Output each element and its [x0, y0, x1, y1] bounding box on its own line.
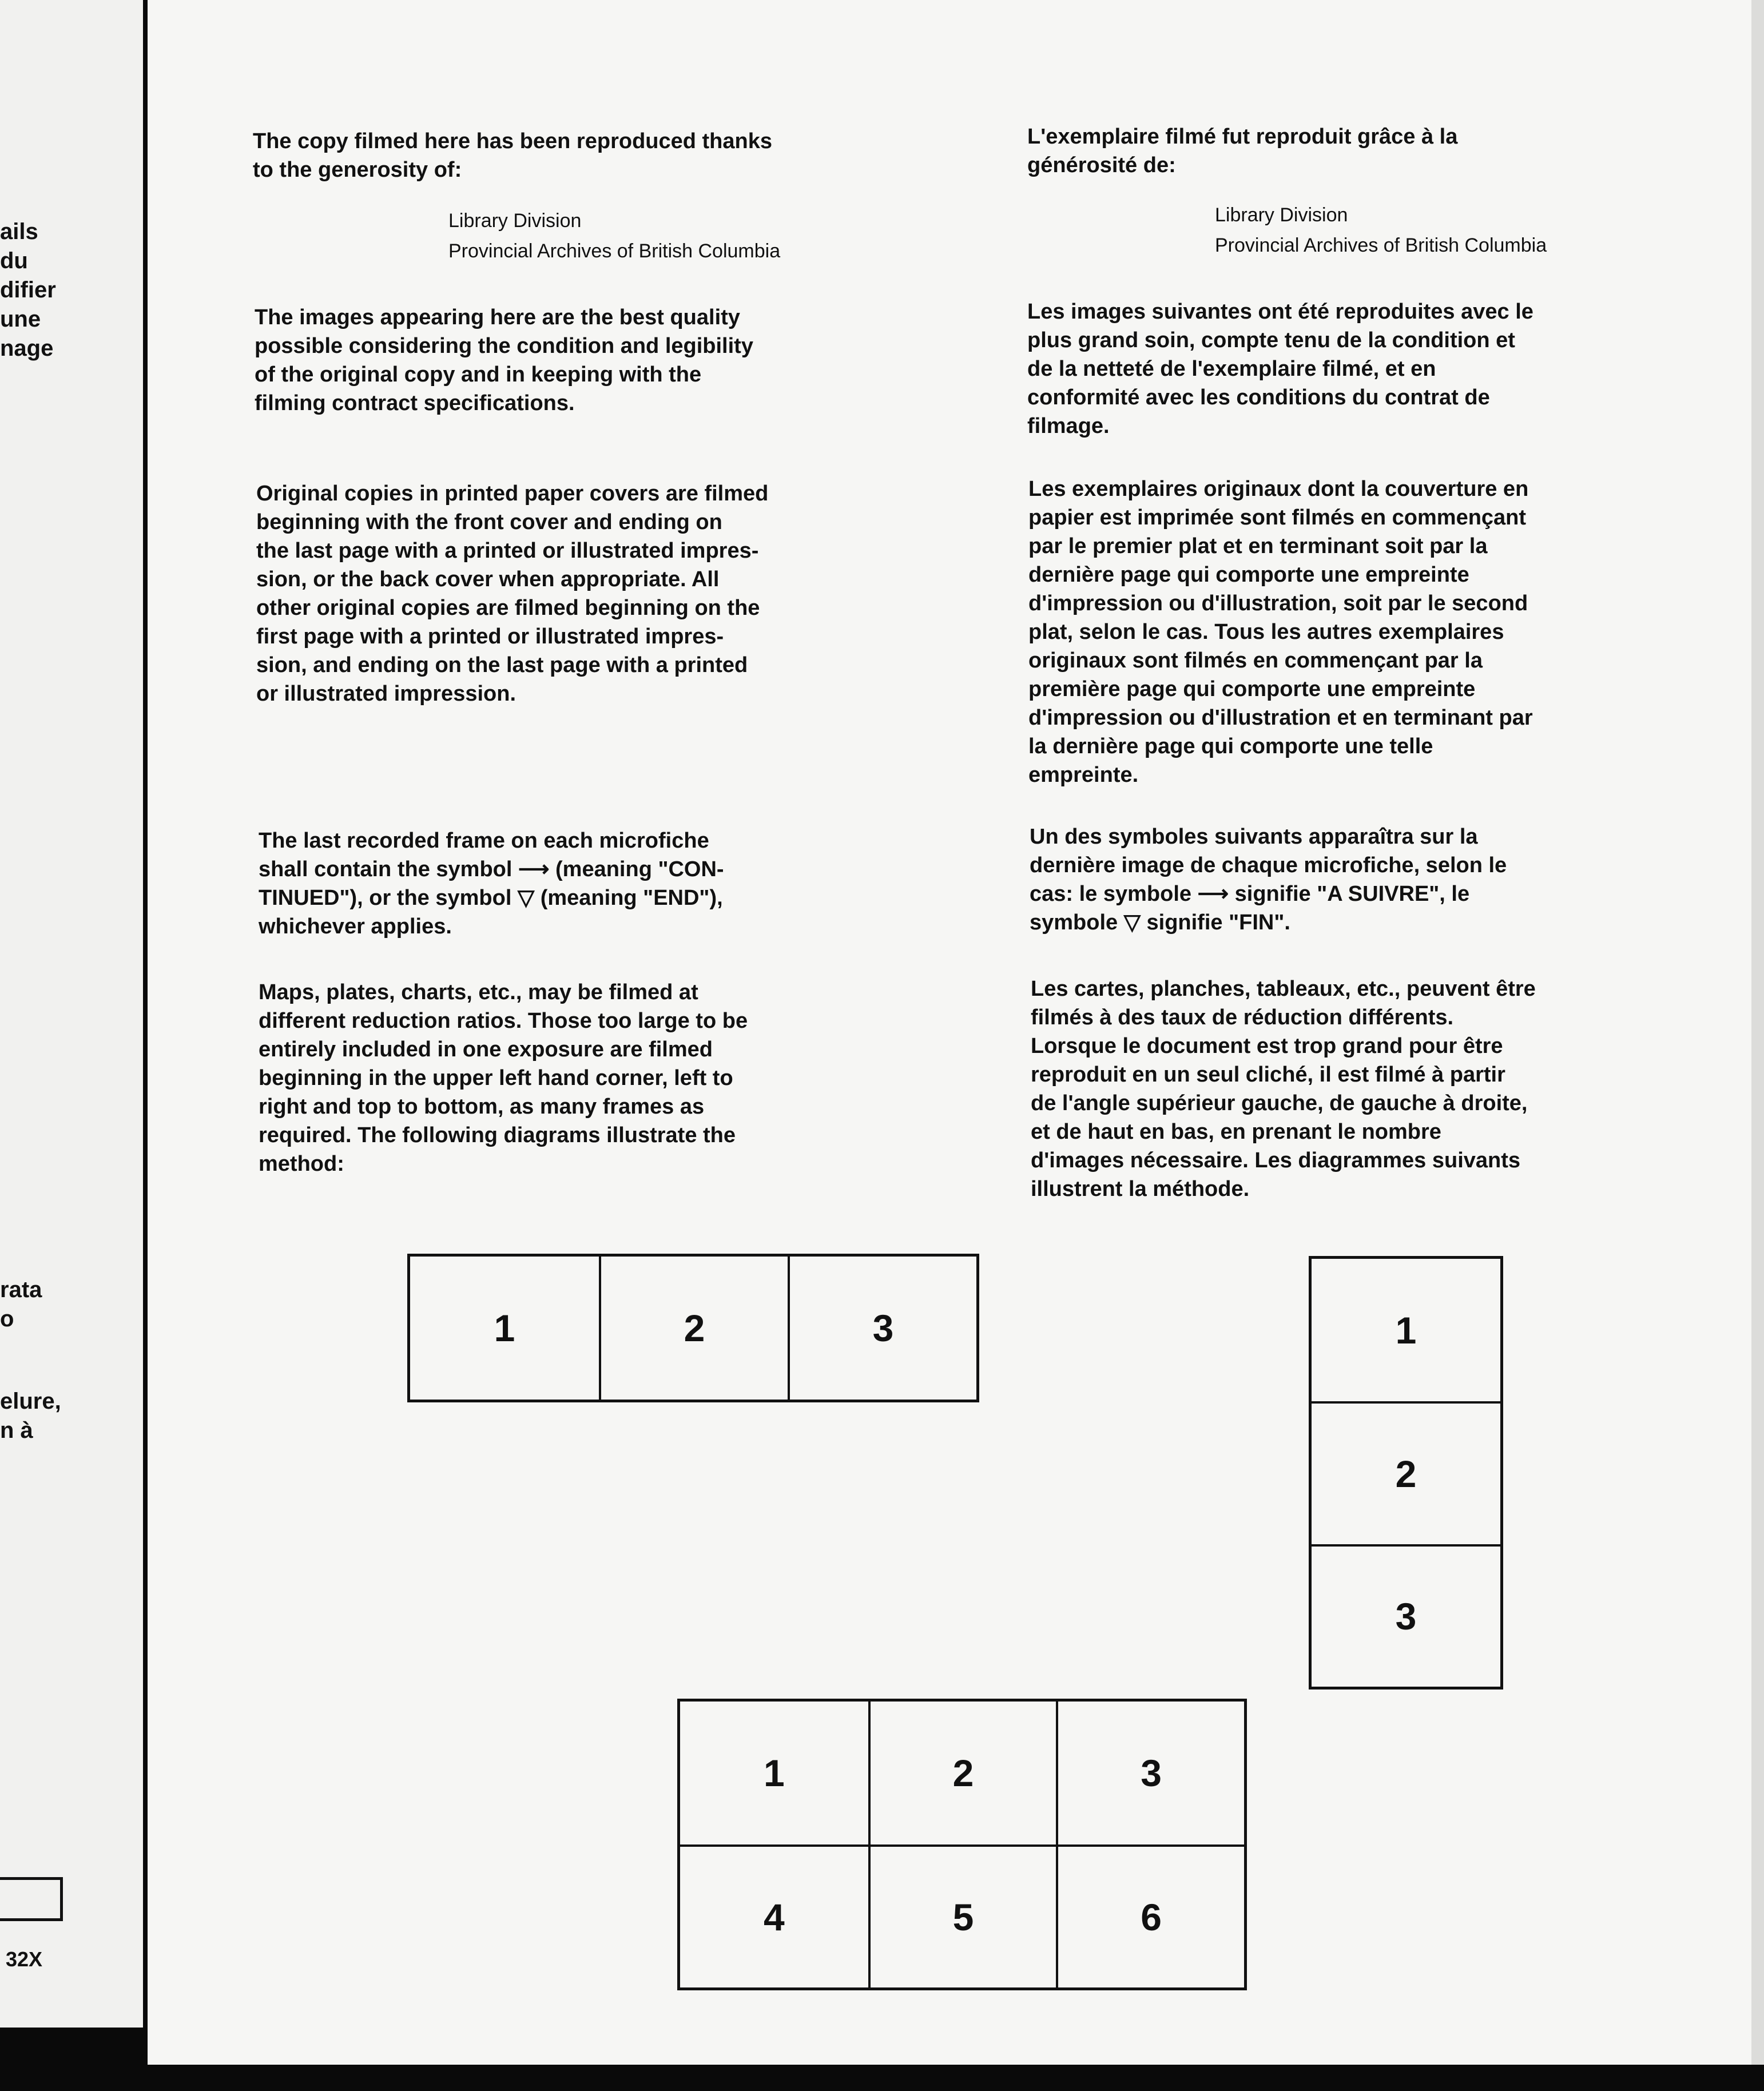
english-originals-text: Original copies in printed paper covers are filmed beginning with the front cover and ending on the last page with a printed or illustrated impres- sion, or the back cover when appropriate. All other original copies are filmed beginning on the first page with a printed or illustrated impres- sion, and ending on the last page with a printed or illustrated impression. [256, 482, 769, 706]
frame-cell: 3 [1312, 1544, 1500, 1687]
english-symbols [259, 826, 905, 941]
reduction-label: 32X [6, 1947, 43, 1971]
frame-cell: 2 [1312, 1401, 1500, 1544]
english-intro [253, 127, 899, 184]
diagram-grid-frames [677, 1699, 1247, 1990]
diagram-vertical-frames [1309, 1256, 1503, 1690]
english-maps-text: Maps, plates, charts, etc., may be filmed at different reduction ratios. Those too large to be entirely included in one exposure are filmed beginning in the upper left hand corner, left to right and top to bottom, as many frames as required. The following diagrams illustrate the method: [259, 980, 748, 1176]
strip-fragment: n à [0, 1418, 33, 1443]
french-maps [1031, 975, 1660, 1203]
french-originals-text: Les exemplaires originaux dont la couverture en papier est imprimée sont filmés en commençant par le premier plat et en terminant soit par la dernière page qui comporte une empreinte d'impression ou d'illustration, soit par le second plat, selon le cas. Tous les autres exemplaires originaux sont filmés en commençant par la première page qui comporte une empreinte d'impression ou d'illustration et en terminant par la dernière page qui comporte une telle empreinte. [1028, 477, 1533, 787]
frame-cell: 1 [494, 1307, 515, 1349]
frame-cell: 1 [1395, 1309, 1417, 1351]
english-library [448, 206, 906, 267]
french-quality [1027, 297, 1656, 440]
strip-fragments-low [0, 1387, 61, 1445]
frame-cell: 6 [1056, 1844, 1244, 1987]
strip-fragment: du [0, 248, 28, 273]
french-symbols-text: Un des symboles suivants apparaîtra sur la dernière image de chaque microfiche, selon le cas: le symbole ⟶ signifie "A SUIVRE", le symbole ▽ signifie "FIN". [1030, 825, 1507, 935]
french-quality-text: Les images suivantes ont été reproduites avec le plus grand soin, compte tenu de la condition et de la netteté de l'exemplaire filmé, et en conformité avec les conditions du contrat de filmage. [1027, 300, 1533, 438]
english-quality-text: The images appearing here are the best quality possible considering the condition and legibility of the original copy and in keeping with the filming contract specifications. [255, 305, 753, 415]
strip-fragment: ails [0, 219, 38, 244]
french-library [1215, 200, 1672, 261]
reduction-target-box [0, 1877, 63, 1921]
strip-fragment: nage [0, 336, 54, 361]
strip-fragment: rata [0, 1277, 42, 1302]
page-edge [1751, 0, 1764, 2065]
english-originals [256, 479, 903, 708]
strip-fragments-mid [0, 1275, 42, 1334]
english-symbols-text: The last recorded frame on each microfiche shall contain the symbol ⟶ (meaning "CON- TINUED"), or the symbol ▽ (meaning "END"), whichever applies. [259, 829, 724, 939]
strip-fragment: difier [0, 277, 56, 303]
french-symbols [1030, 822, 1659, 937]
strip-fragments-top [0, 217, 56, 363]
english-library-archives: Provincial Archives of British Columbia [448, 240, 781, 262]
english-library-division: Library Division [448, 210, 582, 232]
english-quality [255, 303, 901, 418]
frame-cell: 1 [763, 1752, 785, 1794]
english-maps [259, 978, 905, 1178]
diagram-horizontal-frames [407, 1254, 979, 1402]
strip-fragment: elure, [0, 1389, 61, 1414]
frame-cell: 2 [599, 1257, 788, 1400]
frame-cell: 3 [788, 1257, 976, 1400]
french-intro [1027, 122, 1656, 180]
frame-cell: 5 [868, 1844, 1056, 1987]
strip-fragment: une [0, 307, 41, 332]
frame-cell: 3 [1056, 1702, 1244, 1844]
french-library-division: Library Division [1215, 204, 1348, 226]
french-maps-text: Les cartes, planches, tableaux, etc., peuvent être filmés à des taux de réduction différents. Lorsque le document est trop grand pour être reproduit en un seul cliché, il est filmé à partir de l'angle supérieur gauche, de gauche à droite, et de haut en bas, en prenant le nombre d'images nécessaire. Les diagrammes suivants illustrent la méthode. [1031, 977, 1536, 1201]
english-intro-text: The copy filmed here has been reproduced thanks to the generosity of: [253, 129, 773, 182]
strip-fragment: o [0, 1306, 14, 1331]
frame-cell: 4 [680, 1844, 868, 1987]
french-library-archives: Provincial Archives of British Columbia [1215, 234, 1547, 256]
adjacent-page-strip [0, 0, 143, 2028]
french-originals [1028, 475, 1658, 789]
frame-cell: 2 [868, 1702, 1056, 1844]
french-intro-text: L'exemplaire filmé fut reproduit grâce à la générosité de: [1027, 125, 1458, 177]
